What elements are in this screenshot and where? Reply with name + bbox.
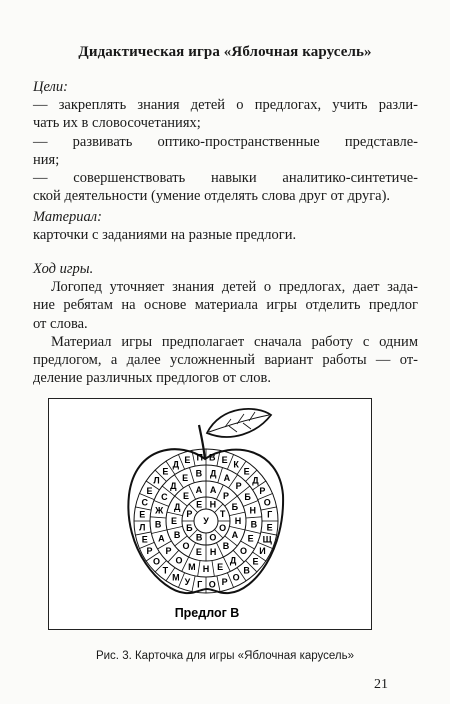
ring-letter: Р [146,546,153,557]
ring-letter: Е [170,516,178,526]
ring-letter: Н [202,564,210,574]
ring-letter: И [259,546,266,557]
ring-letter: Н [234,516,242,526]
procedure-section [33,260,418,387]
figure-label: Предлог В [174,606,240,620]
ring-letter: О [219,522,227,533]
ring-letter: О [182,541,190,552]
ring-letter: Д [172,459,180,470]
goals-section [33,78,418,205]
ring-letter: Л [153,475,160,486]
ring-letter: Е [252,556,259,567]
ring-letter: А [223,472,231,483]
ring-letter: Е [162,466,169,477]
ring-letter: Р [186,509,193,520]
ring-letter: Б [186,522,193,533]
ring-letter: Г [267,509,273,520]
ring-letter: В [243,565,250,576]
ring-letter: Е [139,509,146,520]
ring-letter: Р [259,485,266,496]
ring-letter: Е [183,490,190,501]
material-section [33,208,418,244]
goals-line: — закреплять знания детей о предлогах, учить разли- [33,97,418,114]
ring-letter: Е [141,534,148,545]
ring-letter: С [161,492,168,502]
center-letter: У [203,516,209,526]
ring-letter: В [209,452,216,463]
paragraph-line: деление различных предлогов от слов. [33,370,271,387]
goals-line: — развивать оптико-пространственные представле- [33,133,418,150]
paragraph-line: ние ребятам на основе материала игры отделить предлог [33,297,418,314]
figure-caption: Рис. 3. Карточка для игры «Яблочная карусель» [95,650,355,662]
ring-letter: Д [229,555,237,566]
ring-letter: Д [252,475,259,486]
paragraph-line: предлогом, а далее усложненный вариант работы — от- [33,352,418,369]
ring-letter: Е [266,522,273,533]
ring-letter: А [158,533,165,544]
goals-line: — совершенствовать навыки аналитико-синтетиче- [33,170,418,187]
ring-letter: В [250,519,258,530]
goals-line: ния; [33,151,60,168]
ring-letter: О [153,556,161,567]
ring-letter: М [188,561,196,572]
ring-letter: Е [184,454,191,465]
ring-letter: Н [249,505,257,516]
ring-letter: А [231,529,239,540]
ring-letter: Т [162,565,169,576]
paragraph-line: Материал игры предполагает сначала работу с одним [51,333,418,350]
leaf-icon [207,409,271,437]
ring-letter: В [195,468,203,479]
ring-letter: Н [209,547,217,558]
ring-letter: В [154,519,162,530]
goals-heading: Цели: [33,79,68,95]
ring-letter: Р [165,545,172,556]
ring-letter: К [233,459,239,470]
ring-letter: У [184,577,191,588]
ring-letter: Н [209,499,217,510]
ring-letter: Е [195,547,202,558]
ring-letter: В [195,532,203,543]
ring-letter: А [209,484,217,495]
letter-rings [134,449,278,593]
ring-letter: Б [244,492,251,502]
ring-letter: Е [247,533,254,544]
ring-letter: О [263,497,271,508]
material-text: карточки с заданиями на разные предлоги. [33,227,297,244]
ring-letter: А [195,484,203,495]
ring-letter: В [173,529,181,540]
ring-letter: Р [222,490,229,501]
material-heading: Материал: [33,209,102,225]
paragraph-line: Логопед уточняет знания детей о предлогах, дает зада- [51,279,418,296]
ring-letter: Ж [155,505,164,516]
ring-letter: С [141,497,149,508]
ring-letter: О [209,532,217,543]
ring-letter: Г [197,579,203,590]
ring-letter: Д [173,502,181,513]
ring-letter: В [222,541,230,552]
ring-letter: Р [235,480,242,491]
ring-letter: Е [146,485,153,496]
apple-illustration [49,399,371,629]
ring-letter: Е [182,472,189,483]
goals-line: ской деятельности (умение отделять слова друг от друга). [33,188,391,205]
ring-letter: М [172,572,180,583]
goals-line: чать их в словосочетаниях; [33,115,201,132]
ring-letter: Л [139,522,146,533]
page-title: Дидактическая игра «Яблочная карусель» [78,44,372,60]
ring-letter: Д [209,468,217,479]
page-number: 21 [374,677,388,692]
ring-letter: Д [170,480,177,491]
ring-letter: Е [243,466,250,477]
ring-letter: О [208,579,216,590]
ring-letter: О [175,555,183,566]
ring-letter: Т [219,509,226,520]
ring-letter: Б [231,502,239,513]
ring-letter: О [232,572,240,583]
apple-game-card [48,398,372,630]
ring-letter: П [196,452,203,463]
ring-letter: Е [221,454,228,465]
ring-letter: Щ [262,534,272,545]
ring-letter: Е [196,499,203,510]
paragraph-line: от слова. [33,315,88,332]
ring-letter: Е [217,561,224,572]
ring-letter: О [240,545,248,556]
ring-letter: Р [221,577,228,588]
procedure-heading: Ход игры. [33,261,94,277]
